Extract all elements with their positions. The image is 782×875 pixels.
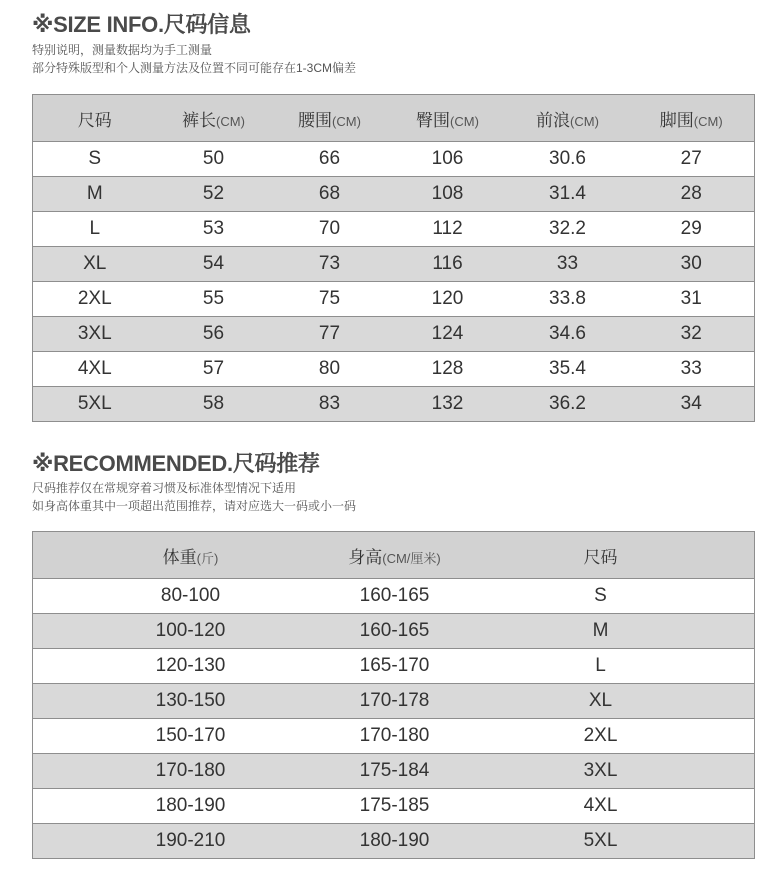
spacer <box>251 754 335 789</box>
table-row <box>33 142 755 177</box>
table-cell: 55 <box>157 282 271 317</box>
table-cell: 80-100 <box>131 579 251 614</box>
recommended-note-2: 如身高体重其中一项超出范围推荐，请对应选大一码或小一码 <box>32 499 357 513</box>
table-row <box>33 352 755 387</box>
table-cell: 165-170 <box>335 649 455 684</box>
table-cell: 2XL <box>541 719 661 754</box>
table-cell: 50 <box>157 142 271 177</box>
table-row <box>33 614 755 649</box>
table-cell: 116 <box>389 247 507 282</box>
table-cell: 30 <box>629 247 755 282</box>
table-cell: S <box>541 579 661 614</box>
spacer <box>455 684 541 719</box>
spacer <box>33 614 131 649</box>
table-row <box>33 579 755 614</box>
spacer <box>251 789 335 824</box>
table-cell: 108 <box>389 177 507 212</box>
table-cell: 31.4 <box>507 177 629 212</box>
table-cell: 150-170 <box>131 719 251 754</box>
spacer <box>455 614 541 649</box>
spacer <box>33 824 131 859</box>
table-cell: 170-180 <box>335 719 455 754</box>
table-cell: 3XL <box>33 317 157 352</box>
table-cell: 53 <box>157 212 271 247</box>
table-cell: 124 <box>389 317 507 352</box>
table-cell: 75 <box>271 282 389 317</box>
size-info-note-2: 部分特殊版型和个人测量方法及位置不同可能存在1-3CM偏差 <box>32 61 357 75</box>
table-cell: 170-180 <box>131 754 251 789</box>
table-row <box>33 754 755 789</box>
header-spacer <box>455 532 541 579</box>
table-row <box>33 317 755 352</box>
table-row <box>33 247 755 282</box>
table-cell: 31 <box>629 282 755 317</box>
table-cell: 100-120 <box>131 614 251 649</box>
size-info-title: ※SIZE INFO.尺码信息 <box>32 12 251 37</box>
table-cell: 4XL <box>33 352 157 387</box>
table-cell: 33 <box>507 247 629 282</box>
rec-table-header-row <box>33 532 755 579</box>
table-cell: S <box>33 142 157 177</box>
table-cell: 83 <box>271 387 389 422</box>
table-cell: 70 <box>271 212 389 247</box>
table-cell: 28 <box>629 177 755 212</box>
spacer <box>661 754 755 789</box>
spacer <box>33 789 131 824</box>
size-table-header-row <box>33 95 755 142</box>
recommended-table-body <box>32 531 755 859</box>
table-cell: 58 <box>157 387 271 422</box>
table-cell: M <box>33 177 157 212</box>
table-cell: 32.2 <box>507 212 629 247</box>
table-cell: L <box>33 212 157 247</box>
rec-header-size: 尺码 <box>541 532 661 579</box>
table-row <box>33 387 755 422</box>
table-cell: 170-178 <box>335 684 455 719</box>
spacer <box>455 754 541 789</box>
spacer <box>33 579 131 614</box>
table-row <box>33 177 755 212</box>
table-cell: 34 <box>629 387 755 422</box>
spacer <box>251 824 335 859</box>
table-cell: 175-185 <box>335 789 455 824</box>
table-cell: 130-150 <box>131 684 251 719</box>
spacer <box>251 649 335 684</box>
table-cell: 120 <box>389 282 507 317</box>
spacer <box>33 719 131 754</box>
size-header-leg-opening: 脚围(CM) <box>629 95 755 142</box>
size-header-waist: 腰围(CM) <box>271 95 389 142</box>
table-row <box>33 719 755 754</box>
spacer <box>33 754 131 789</box>
spacer <box>455 579 541 614</box>
spacer <box>455 824 541 859</box>
spacer <box>661 824 755 859</box>
table-cell: 56 <box>157 317 271 352</box>
table-cell: 77 <box>271 317 389 352</box>
table-cell: 68 <box>271 177 389 212</box>
table-cell: 5XL <box>33 387 157 422</box>
table-row <box>33 684 755 719</box>
spacer <box>661 614 755 649</box>
table-cell: 175-184 <box>335 754 455 789</box>
table-cell: XL <box>33 247 157 282</box>
table-cell: 112 <box>389 212 507 247</box>
table-cell: L <box>541 649 661 684</box>
size-info-note-1: 特别说明，测量数据均为手工测量 <box>32 43 213 57</box>
size-header-length: 裤长(CM) <box>157 95 271 142</box>
table-cell: 106 <box>389 142 507 177</box>
rec-header-height: 身高(CM/厘米) <box>335 532 455 579</box>
table-cell: 80 <box>271 352 389 387</box>
table-cell: 54 <box>157 247 271 282</box>
table-cell: 29 <box>629 212 755 247</box>
table-cell: 73 <box>271 247 389 282</box>
table-row <box>33 649 755 684</box>
table-cell: 3XL <box>541 754 661 789</box>
table-cell: 132 <box>389 387 507 422</box>
spacer <box>251 684 335 719</box>
size-info-table <box>32 94 755 422</box>
header-spacer <box>251 532 335 579</box>
spacer <box>455 789 541 824</box>
table-cell: 120-130 <box>131 649 251 684</box>
table-cell: 160-165 <box>335 614 455 649</box>
spacer <box>251 579 335 614</box>
table-cell: 35.4 <box>507 352 629 387</box>
table-cell: 190-210 <box>131 824 251 859</box>
table-cell: 30.6 <box>507 142 629 177</box>
table-cell: XL <box>541 684 661 719</box>
table-row <box>33 212 755 247</box>
size-header-front-rise: 前浪(CM) <box>507 95 629 142</box>
size-header-size: 尺码 <box>33 95 157 142</box>
rec-header-weight: 体重(斤) <box>131 532 251 579</box>
table-cell: 36.2 <box>507 387 629 422</box>
table-cell: 5XL <box>541 824 661 859</box>
table-row <box>33 789 755 824</box>
spacer <box>661 649 755 684</box>
spacer <box>455 649 541 684</box>
table-cell: 66 <box>271 142 389 177</box>
spacer <box>661 719 755 754</box>
table-row <box>33 824 755 859</box>
spacer <box>251 614 335 649</box>
recommended-note-1: 尺码推荐仅在常规穿着习惯及标准体型情况下适用 <box>32 481 297 495</box>
header-spacer <box>661 532 755 579</box>
spacer <box>661 684 755 719</box>
spacer <box>455 719 541 754</box>
table-cell: 2XL <box>33 282 157 317</box>
spacer <box>661 789 755 824</box>
table-cell: 160-165 <box>335 579 455 614</box>
spacer <box>661 579 755 614</box>
table-row <box>33 282 755 317</box>
table-cell: 52 <box>157 177 271 212</box>
size-header-hip: 臀围(CM) <box>389 95 507 142</box>
table-cell: 32 <box>629 317 755 352</box>
header-spacer <box>33 532 131 579</box>
table-cell: 34.6 <box>507 317 629 352</box>
table-cell: 27 <box>629 142 755 177</box>
spacer <box>251 719 335 754</box>
table-cell: 180-190 <box>131 789 251 824</box>
table-cell: 180-190 <box>335 824 455 859</box>
spacer <box>33 649 131 684</box>
table-cell: M <box>541 614 661 649</box>
spacer <box>33 684 131 719</box>
table-cell: 4XL <box>541 789 661 824</box>
table-cell: 128 <box>389 352 507 387</box>
table-cell: 33.8 <box>507 282 629 317</box>
recommended-title: ※RECOMMENDED.尺码推荐 <box>32 451 320 476</box>
table-cell: 57 <box>157 352 271 387</box>
table-cell: 33 <box>629 352 755 387</box>
